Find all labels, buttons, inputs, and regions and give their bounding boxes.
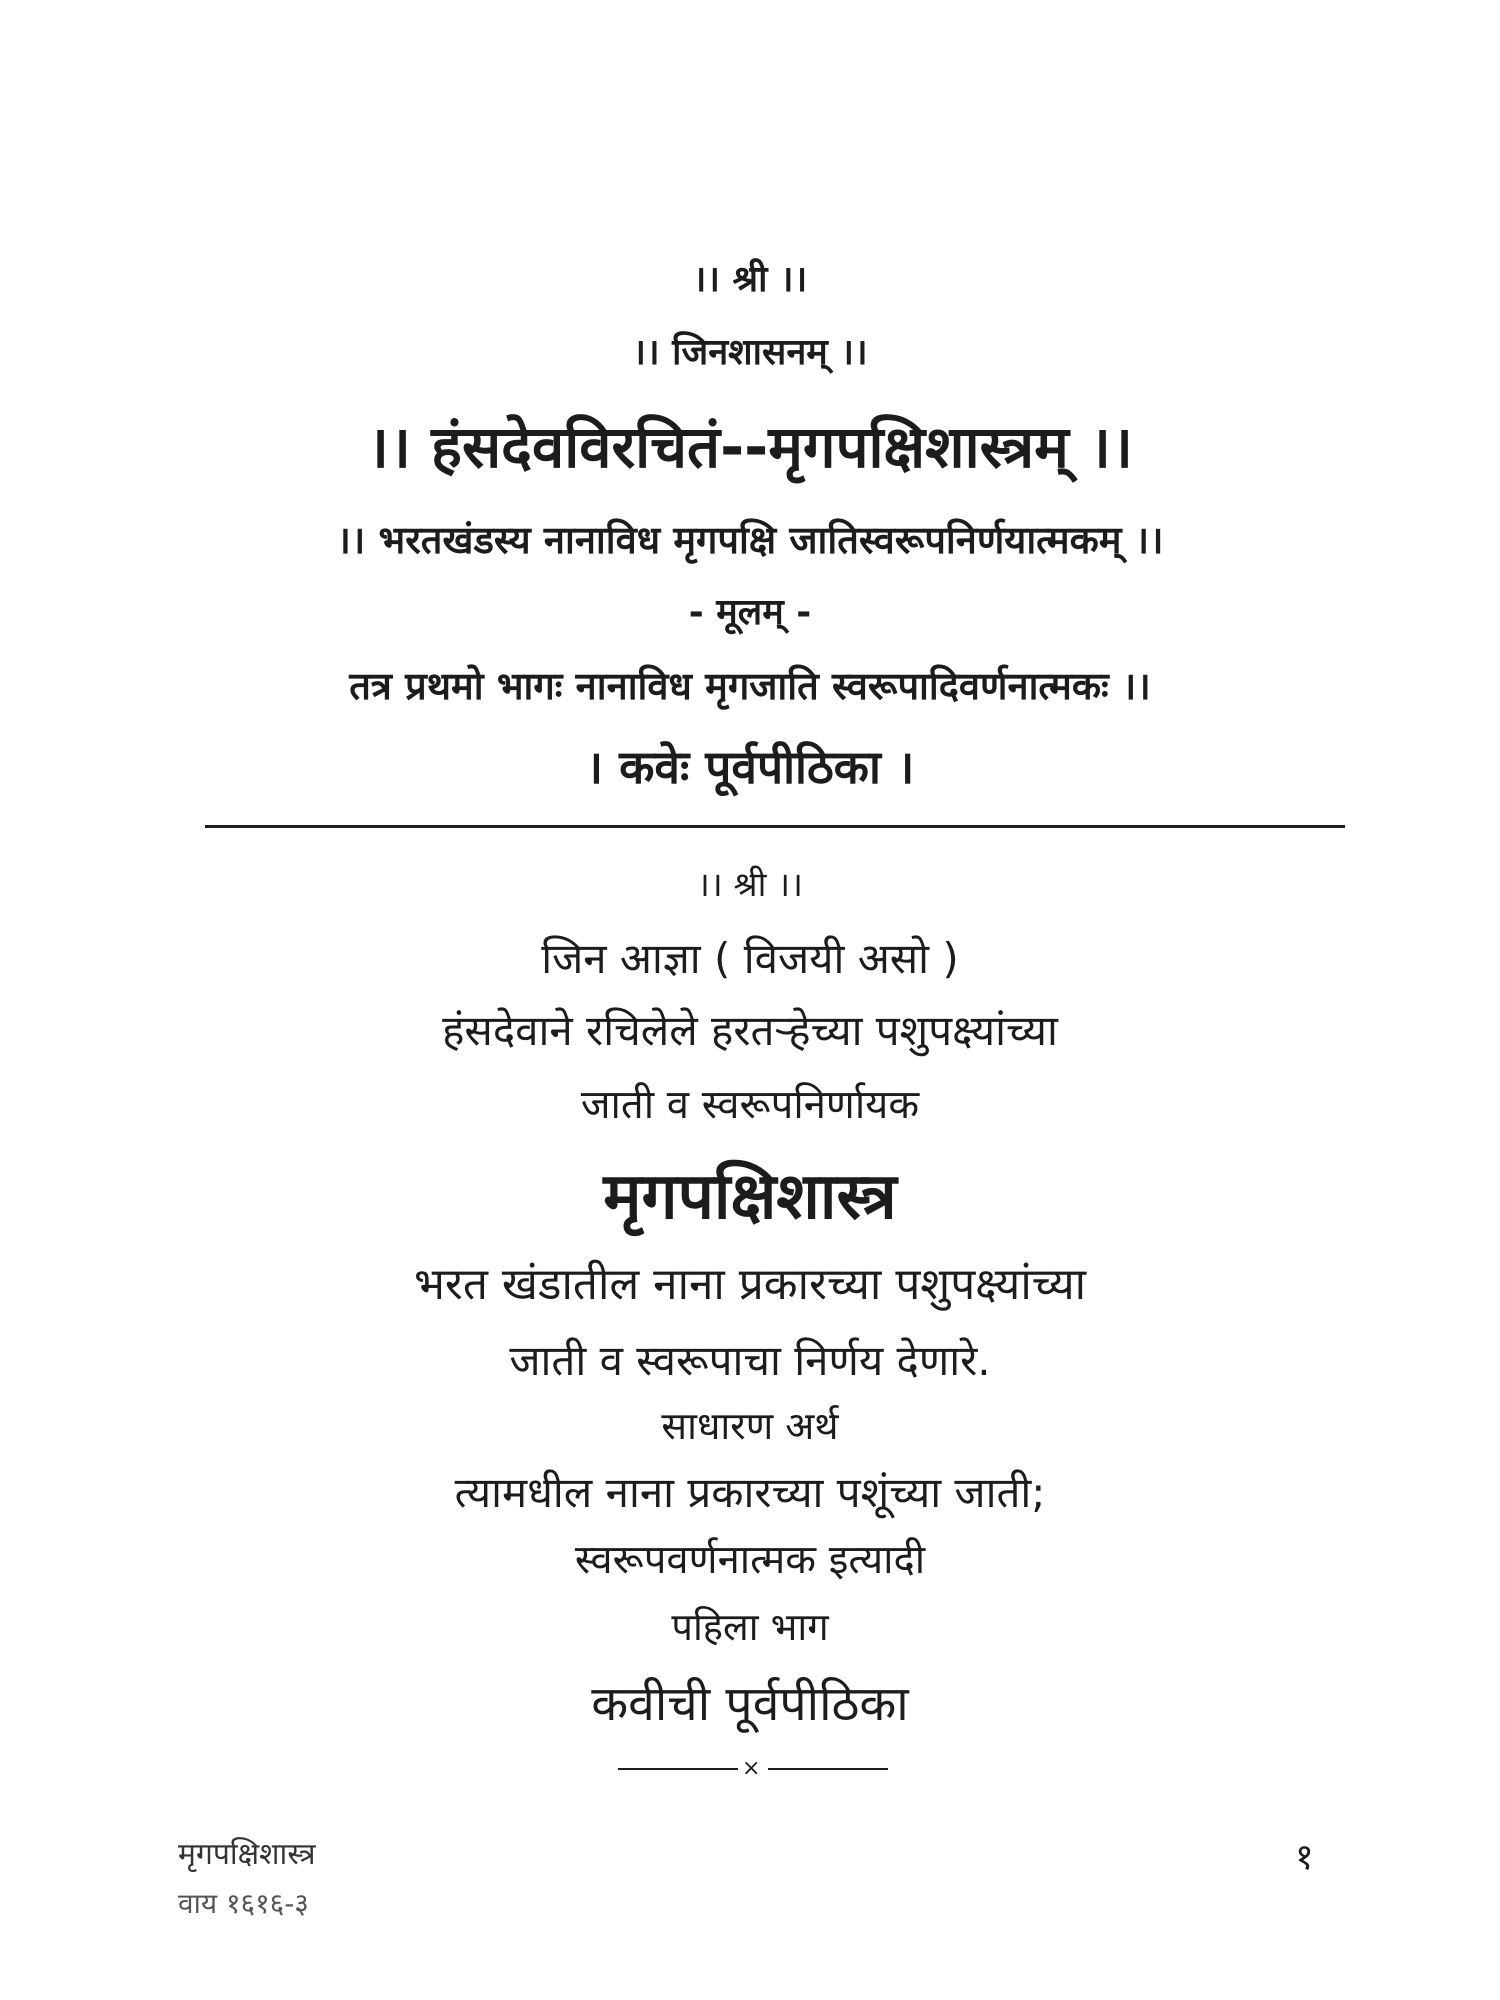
horizontal-divider [205, 825, 1345, 828]
footer-book-name: मृगपक्षिशास्त्र [178, 1837, 316, 1872]
separator-ornament [0, 1757, 1500, 1781]
part-one-heading: तत्र प्रथमो भागः नानाविध मृगजाति स्वरूपादिवर्णनात्मकः ।। [349, 664, 1151, 708]
purvapithika-heading: । कवेः पूर्वपीठिका । [585, 740, 915, 794]
book-title: मृगपक्षिशास्त्र [603, 1160, 897, 1234]
marathi-line-4: जाती व स्वरूपाचा निर्णय देणारे. [509, 1336, 991, 1385]
marathi-line-6: त्यामधील नाना प्रकारच्या पशूंच्या जाती; [454, 1468, 1046, 1517]
header-invocation: ।। श्री ।। [692, 259, 808, 300]
mulam-heading: - मूलम् - [688, 592, 812, 633]
footer-ref-code: वाय १६१६-३ [178, 1887, 309, 1920]
marathi-line-8: पहिला भाग [671, 1605, 829, 1649]
marathi-line-1: हंसदेवाने रचिलेले हरतऱ्हेच्या पशुपक्ष्यांच्या [442, 1006, 1058, 1055]
marathi-line-5: साधारण अर्थ [661, 1404, 839, 1448]
header-jinashasanam: ।। जिनशासनम् ।। [632, 332, 868, 373]
marathi-line-7: स्वरूपवर्णनात्मक इत्यादी [574, 1537, 926, 1583]
page-subtitle: ।। भरतखंडस्य नानाविध मृगपक्षि जातिस्वरूपनिर्णयात्मकम् ।। [336, 518, 1164, 562]
separator-left-line [618, 1768, 738, 1770]
page-title: ।। हंसदेवविरचितं--मृगपक्षिशास्त्रम् ।। [366, 413, 1134, 481]
marathi-invocation: ।। श्री ।। [696, 865, 804, 905]
marathi-line-3: भरत खंडातील नाना प्रकारच्या पशुपक्ष्यांच्या [413, 1259, 1087, 1310]
separator-right-line [768, 1768, 888, 1770]
separator-cross: × [742, 1756, 761, 1781]
marathi-line-9: कवीची पूर्वपीठिका [591, 1676, 909, 1732]
page-number: १ [1295, 1837, 1314, 1878]
marathi-line-2: जाती व स्वरूपनिर्णायक [580, 1082, 920, 1128]
jina-agya-line: जिन आज्ञा ( विजयी असो ) [541, 934, 959, 983]
